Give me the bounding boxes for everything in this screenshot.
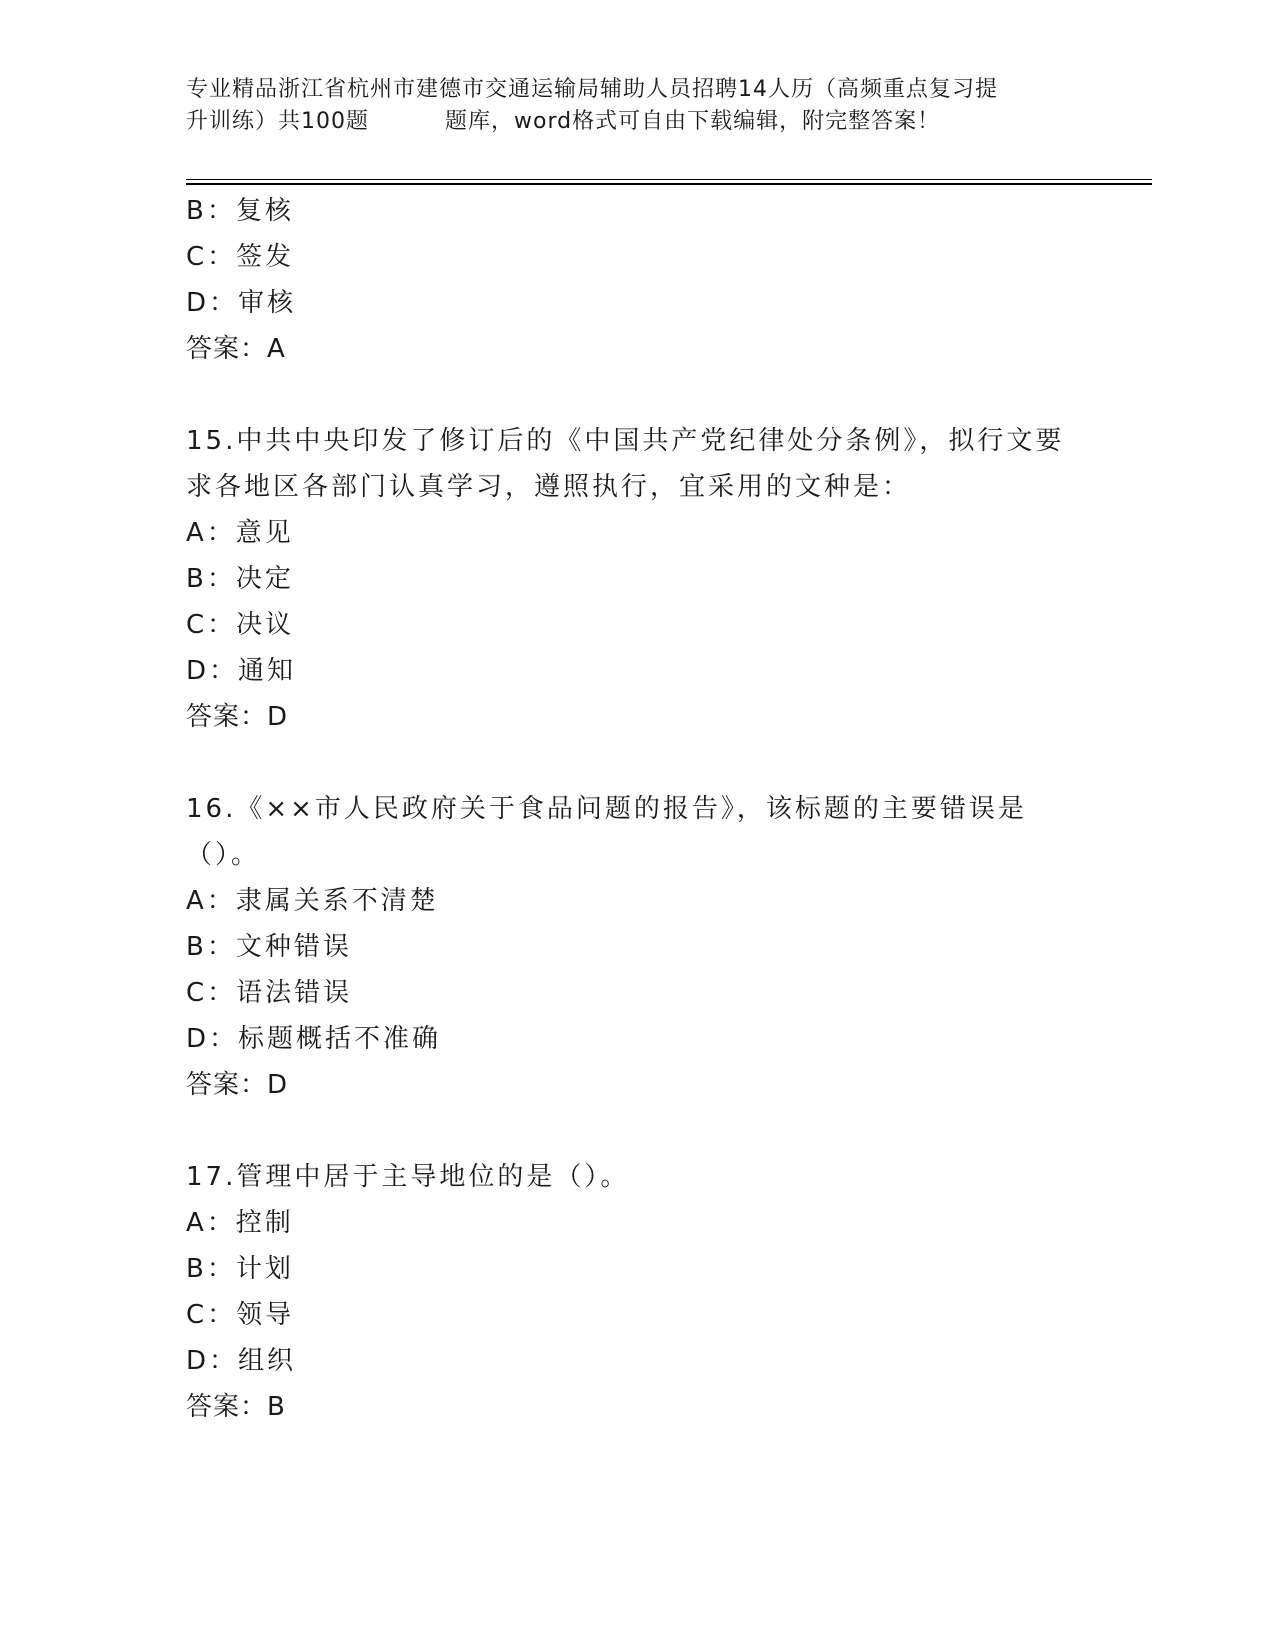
- answer: 答案：B: [186, 1392, 286, 1422]
- option: B：文种错误: [186, 932, 352, 962]
- option: D：标题概括不准确: [186, 1024, 442, 1054]
- option: B：计划: [186, 1254, 294, 1284]
- question-16: [186, 786, 1086, 1108]
- question-list: [186, 188, 1086, 1430]
- header-line-2-part-a: 升训练）共100题: [186, 109, 369, 134]
- option: B：决定: [186, 564, 294, 594]
- answer: 答案：A: [186, 334, 286, 364]
- answer: 答案：D: [186, 702, 289, 732]
- option: D：审核: [186, 288, 297, 318]
- header-line-1: 专业精品浙江省杭州市建德市交通运输局辅助人员招聘14人历（高频重点复习提: [186, 77, 998, 102]
- question-17: [186, 1154, 1086, 1430]
- answer: 答案：D: [186, 1070, 289, 1100]
- option: A：意见: [186, 518, 294, 548]
- document-header: [186, 74, 1086, 138]
- question-stem: 15.中共中央印发了修订后的《中国共产党纪律处分条例》，拟行文要求各地区各部门认真学习，遵照执行，宜采用的文种是：: [186, 426, 1065, 502]
- question-stem: 16.《××市人民政府关于食品问题的报告》，该标题的主要错误是（）。: [186, 794, 1027, 870]
- question-stem: 17.管理中居于主导地位的是（）。: [186, 1162, 630, 1192]
- header-divider-top: [186, 179, 1152, 180]
- option: D：通知: [186, 656, 297, 686]
- previous-question-tail: [186, 188, 1086, 372]
- header-line-2: [186, 106, 1086, 138]
- option: C：签发: [186, 242, 295, 272]
- header-divider-bottom: [186, 183, 1152, 185]
- option: D：组织: [186, 1346, 297, 1376]
- option: C：领导: [186, 1300, 295, 1330]
- option: C：语法错误: [186, 978, 353, 1008]
- option: A：隶属关系不清楚: [186, 886, 439, 916]
- option: B：复核: [186, 196, 294, 226]
- question-15: [186, 418, 1086, 740]
- option: A：控制: [186, 1208, 294, 1238]
- option: C：决议: [186, 610, 295, 640]
- header-line-2-part-b: 题库，word格式可自由下载编辑，附完整答案！: [445, 109, 941, 134]
